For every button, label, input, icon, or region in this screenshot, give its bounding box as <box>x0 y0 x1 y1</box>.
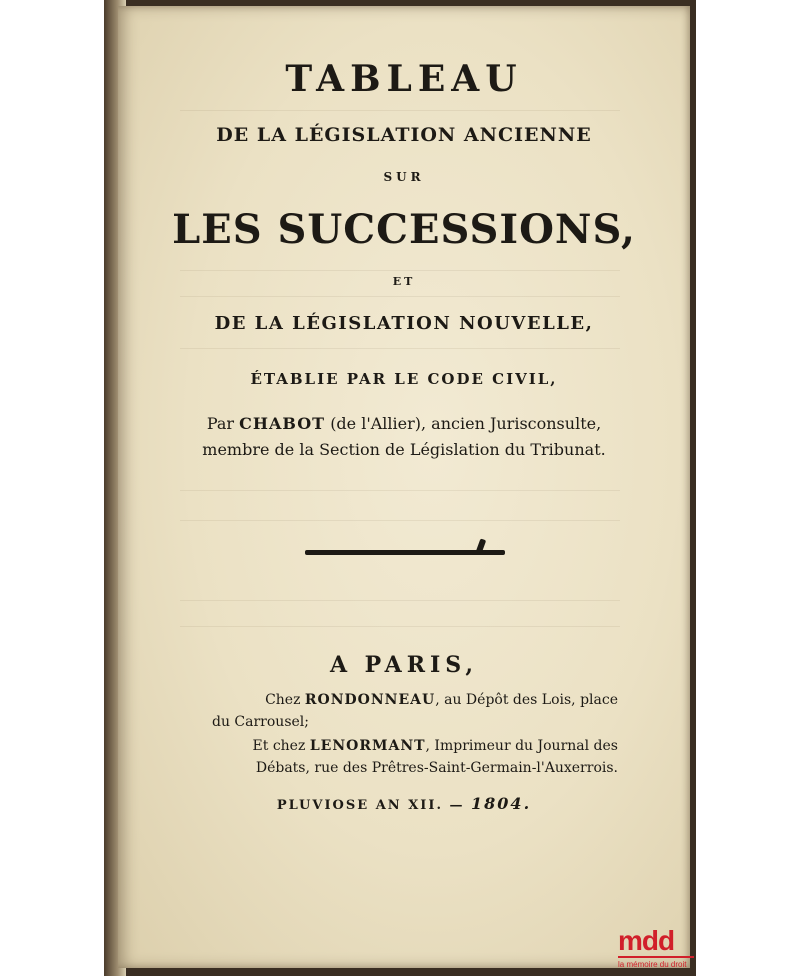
bleed-through-line <box>180 348 620 349</box>
ornamental-rule <box>305 550 505 555</box>
bleed-through-line <box>180 490 620 491</box>
bleed-through-line <box>180 270 620 271</box>
mdd-logo <box>618 926 696 976</box>
imprint-city: A PARIS, <box>329 652 479 678</box>
logo-tagline: la mémoire du droit <box>618 960 687 969</box>
imprint-chez: Chez <box>265 692 301 708</box>
imprint-line-3-rest: , Imprimeur du Journal des <box>425 738 618 754</box>
bleed-through-line <box>180 296 620 297</box>
logo-wordmark: mdd <box>618 925 675 956</box>
bleed-through-line <box>180 626 620 627</box>
imprint-line-3 <box>200 738 618 754</box>
publication-date <box>118 794 690 813</box>
logo-underline <box>618 956 694 958</box>
imprint-et-chez: Et chez <box>252 738 306 754</box>
author-details: (de l'Allier), ancien Jurisconsulte, <box>330 414 602 433</box>
author-prefix: Par <box>206 414 235 433</box>
main-title: LES SUCCESSIONS, <box>172 206 636 253</box>
date-text: PLUVIOSE AN XII. — <box>276 798 465 813</box>
publication-year: 1804. <box>471 794 532 813</box>
author-name: CHABOT <box>239 414 326 433</box>
publisher-rondonneau: RONDONNEAU <box>304 692 436 708</box>
title-page <box>118 6 690 968</box>
imprint-line-1-rest: , au Dépôt des Lois, place <box>435 692 618 708</box>
author-line-2: membre de la Section de Législation du Tribunat. <box>202 440 606 459</box>
subtitle-ancienne: DE LA LÉGISLATION ANCIENNE <box>216 124 592 146</box>
bleed-through-line <box>180 520 620 521</box>
sur-word: SUR <box>383 170 425 184</box>
title-heading: TABLEAU <box>285 58 523 100</box>
imprint-line-1 <box>200 692 618 708</box>
subtitle-nouvelle: DE LA LÉGISLATION NOUVELLE, <box>214 313 594 334</box>
author-line-1 <box>118 414 690 433</box>
bleed-through-line <box>180 110 620 111</box>
imprint-line-4: Débats, rue des Prêtres-Saint-Germain-l'Auxerrois. <box>255 760 618 776</box>
imprint-line-2: du Carrousel; <box>212 714 309 730</box>
etablie-line: ÉTABLIE PAR LE CODE CIVIL, <box>250 370 558 388</box>
publisher-lenormant: LENORMANT <box>309 738 426 754</box>
bleed-through-line <box>180 600 620 601</box>
et-word: ET <box>392 275 416 288</box>
